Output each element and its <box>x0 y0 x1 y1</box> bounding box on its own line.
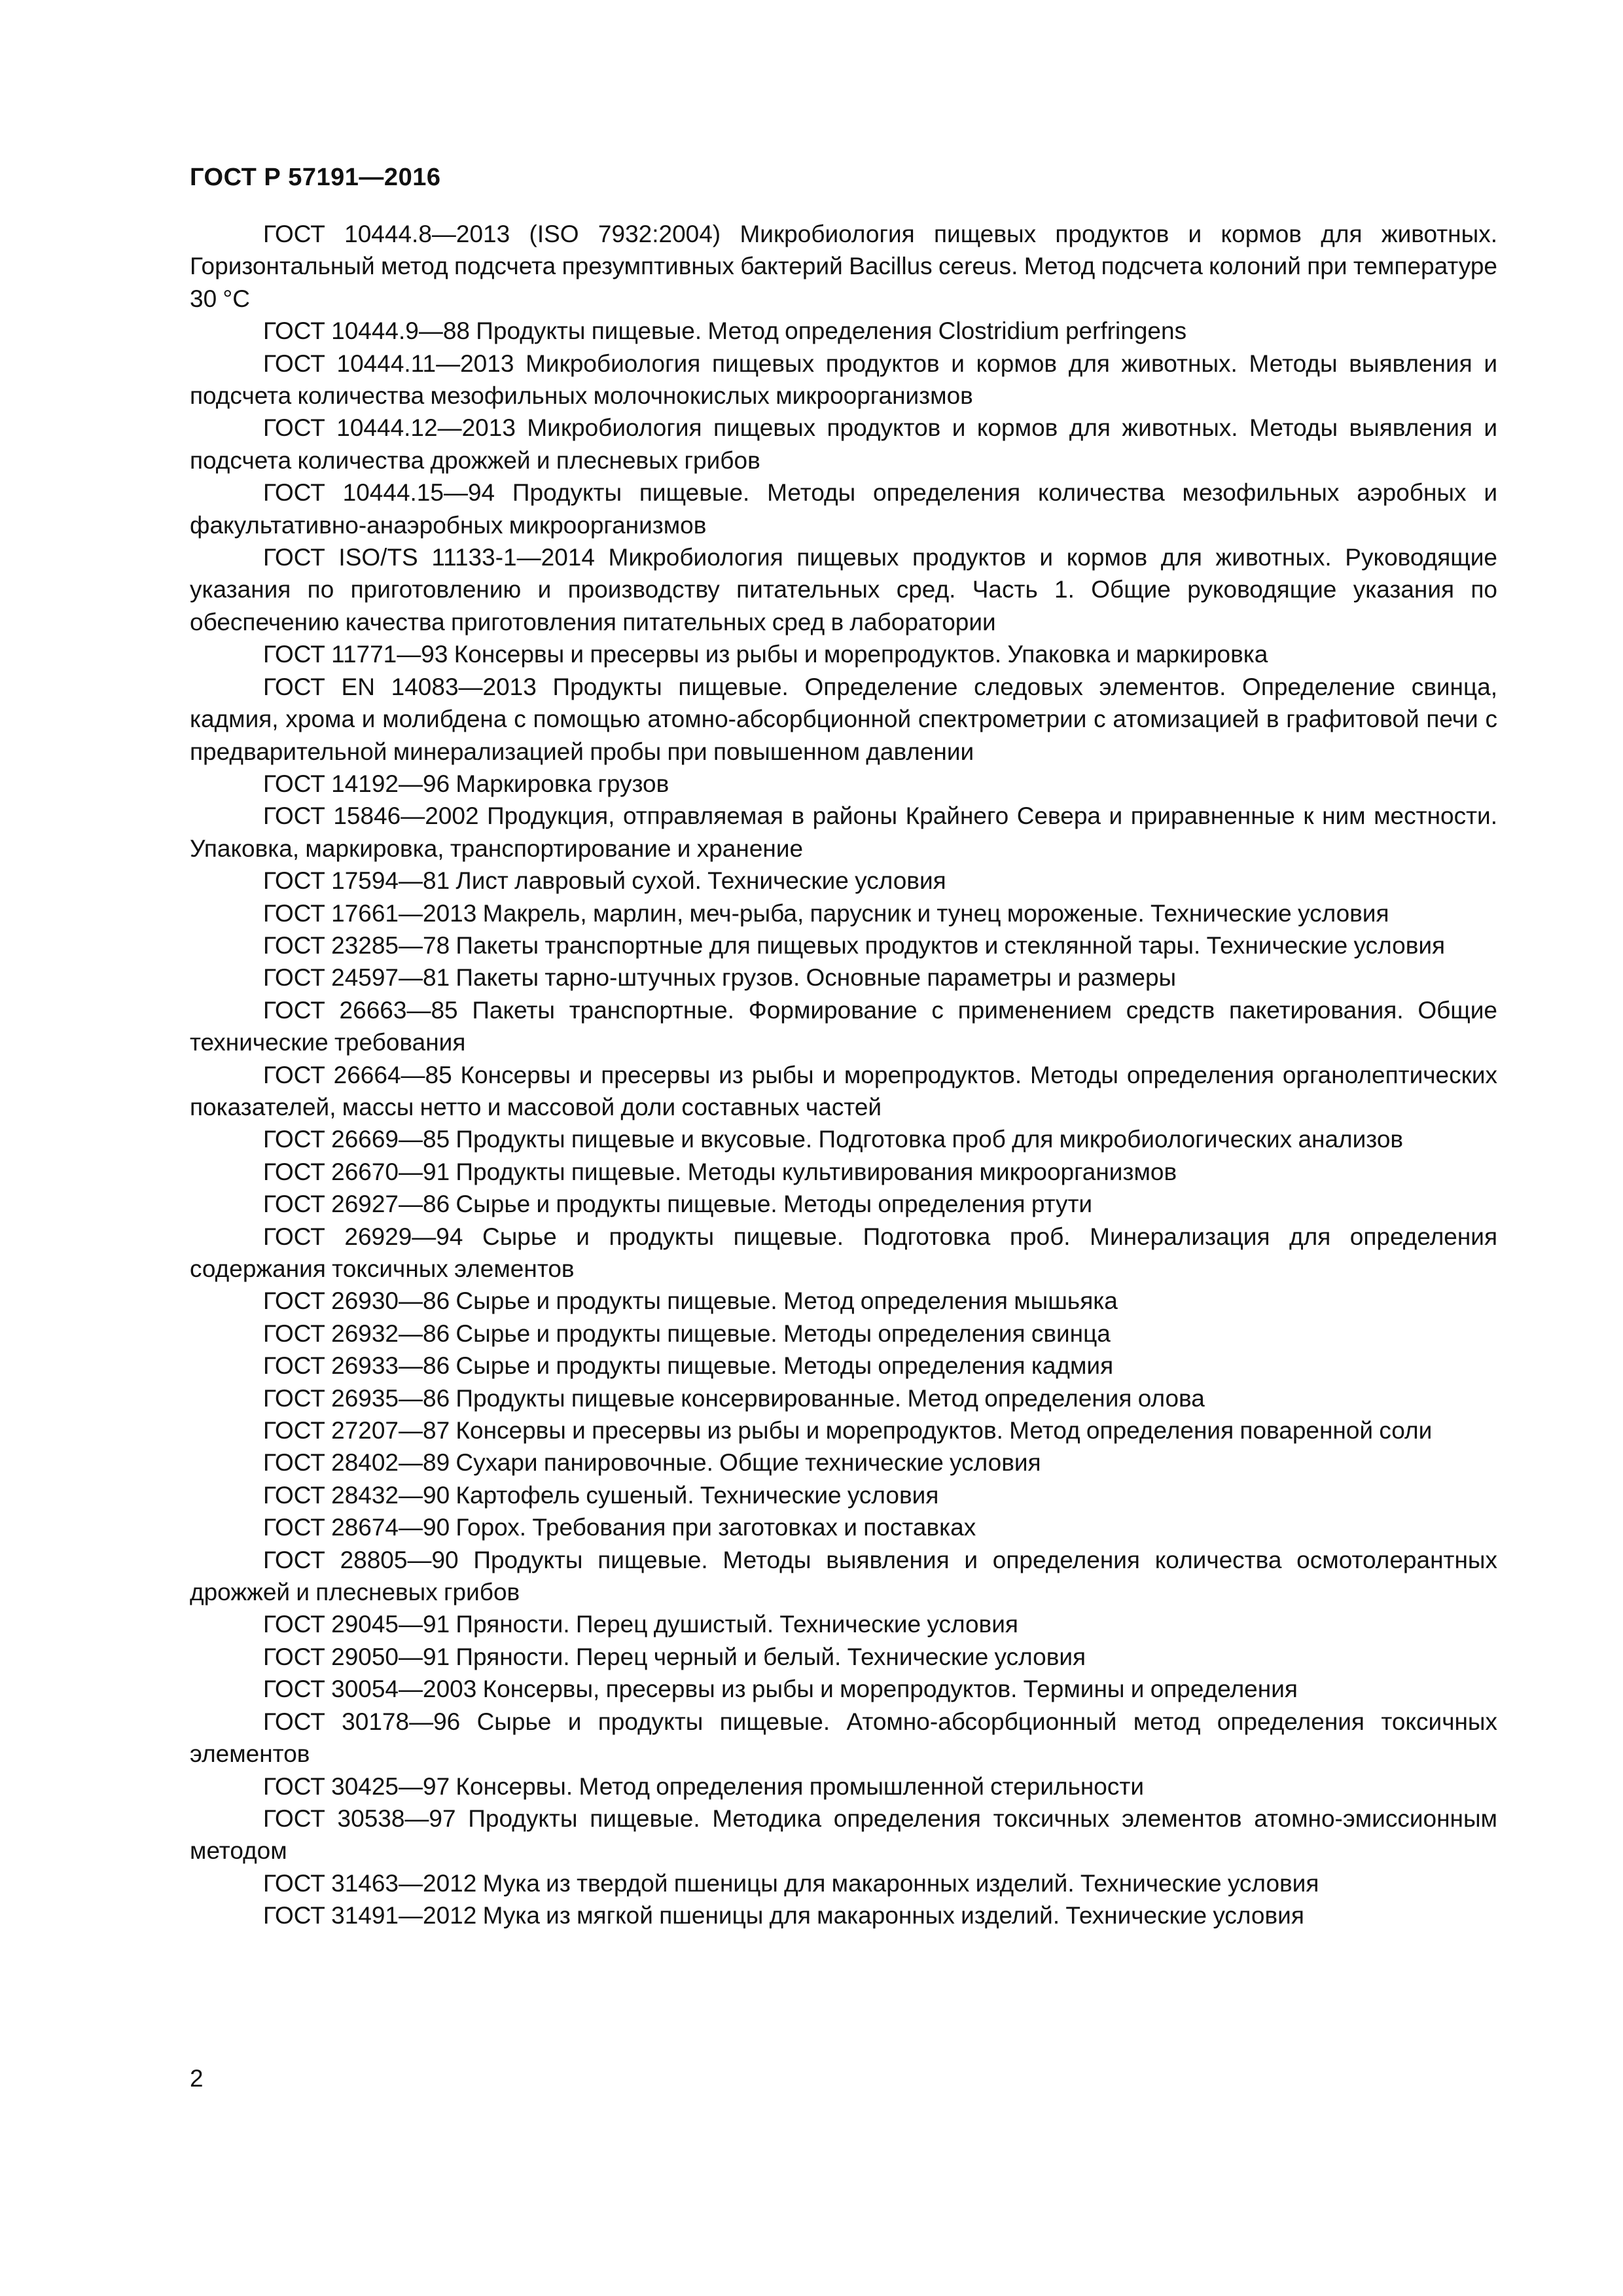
reference-item: ГОСТ 14192—96 Маркировка грузов <box>263 770 669 797</box>
reference-item: ГОСТ 26664—85 Консервы и пресервы из рыбы и морепродуктов. Методы определения органолептических показателей, массы нетто и массовой доли составных частей <box>190 1061 1497 1121</box>
reference-item: ГОСТ 30178—96 Сырье и продукты пищевые. Атомно-абсорбционный метод определения токсичных элементов <box>190 1708 1497 1768</box>
reference-item: ГОСТ 26930—86 Сырье и продукты пищевые. Метод определения мышьяка <box>263 1287 1118 1315</box>
reference-item: ГОСТ 29045—91 Пряности. Перец душистый. Технические условия <box>263 1611 1018 1638</box>
reference-item: ГОСТ 10444.11—2013 Микробиология пищевых продуктов и кормов для животных. Методы выявления и подсчета количества мезофильных молочнокислых микроорганизмов <box>190 350 1497 410</box>
reference-item: ГОСТ 15846—2002 Продукция, отправляемая в районы Крайнего Севера и приравненные к ним местности. Упаковка, маркировка, транспортирование и хранение <box>190 802 1497 862</box>
reference-item: ГОСТ 17661—2013 Макрель, марлин, меч-рыба, парусник и тунец мороженые. Технические условия <box>263 899 1389 927</box>
reference-item: ГОСТ 31463—2012 Мука из твердой пшеницы для макаронных изделий. Технические условия <box>263 1869 1319 1897</box>
reference-item: ГОСТ 26670—91 Продукты пищевые. Методы культивирования микроорганизмов <box>263 1158 1177 1185</box>
reference-item: ГОСТ 28805—90 Продукты пищевые. Методы выявления и определения количества осмотолерантных дрожжей и плесневых грибов <box>190 1546 1497 1606</box>
page-number: 2 <box>190 2065 204 2092</box>
reference-item: ГОСТ 30538—97 Продукты пищевые. Методика определения токсичных элементов атомно-эмиссионным методом <box>190 1804 1497 1865</box>
reference-item: ГОСТ 26932—86 Сырье и продукты пищевые. Методы определения свинца <box>263 1319 1111 1347</box>
reference-item: ГОСТ 27207—87 Консервы и пресервы из рыбы и морепродуктов. Метод определения поваренной соли <box>263 1417 1433 1444</box>
reference-item: ГОСТ ISO/TS 11133-1—2014 Микробиология пищевых продуктов и кормов для животных. Руководящие указания по приготовлению и производству питательных сред. Часть 1. Общие руководящие указания по обеспечению качества приготовления питательных сред в лаборатории <box>190 544 1497 636</box>
reference-item: ГОСТ 28432—90 Картофель сушеный. Технические условия <box>263 1481 939 1509</box>
reference-item: ГОСТ 26927—86 Сырье и продукты пищевые. Методы определения ртути <box>263 1191 1093 1218</box>
reference-item: ГОСТ 29050—91 Пряности. Перец черный и белый. Технические условия <box>263 1643 1086 1670</box>
reference-item: ГОСТ 26663—85 Пакеты транспортные. Формирование с применением средств пакетирования. Общие технические требования <box>190 996 1497 1056</box>
reference-item: ГОСТ 10444.15—94 Продукты пищевые. Методы определения количества мезофильных аэробных и факультативно-анаэробных микроорганизмов <box>190 479 1497 539</box>
reference-item: ГОСТ 30425—97 Консервы. Метод определения промышленной стерильности <box>263 1772 1144 1800</box>
reference-item: ГОСТ 10444.12—2013 Микробиология пищевых продуктов и кормов для животных. Методы выявления и подсчета количества дрожжей и плесневых грибов <box>190 414 1497 474</box>
normative-references-list <box>190 218 1497 1932</box>
reference-item: ГОСТ 24597—81 Пакеты тарно-штучных грузов. Основные параметры и размеры <box>263 964 1177 992</box>
reference-item: ГОСТ 11771—93 Консервы и пресервы из рыбы и морепродуктов. Упаковка и маркировка <box>263 641 1268 668</box>
reference-item: ГОСТ EN 14083—2013 Продукты пищевые. Определение следовых элементов. Определение свинца, кадмия, хрома и молибдена с помощью атомно-абсорбционной спектрометрии с атомизацией в графитовой печи с предварительной минерализацией пробы при повышенном давлении <box>190 673 1497 765</box>
reference-item: ГОСТ 17594—81 Лист лавровый сухой. Технические условия <box>263 867 946 895</box>
reference-item: ГОСТ 28674—90 Горох. Требования при заготовках и поставках <box>263 1514 976 1541</box>
reference-item: ГОСТ 26669—85 Продукты пищевые и вкусовые. Подготовка проб для микробиологических анализов <box>263 1126 1404 1153</box>
reference-item: ГОСТ 26935—86 Продукты пищевые консервированные. Метод определения олова <box>263 1384 1205 1412</box>
reference-item: ГОСТ 31491—2012 Мука из мягкой пшеницы для макаронных изделий. Технические условия <box>263 1902 1304 1929</box>
reference-item: ГОСТ 23285—78 Пакеты транспортные для пищевых продуктов и стеклянной тары. Технические условия <box>263 931 1446 959</box>
document-header: ГОСТ Р 57191—2016 <box>190 164 441 191</box>
reference-item: ГОСТ 26929—94 Сырье и продукты пищевые. Подготовка проб. Минерализация для определения содержания токсичных элементов <box>190 1223 1497 1282</box>
reference-item: ГОСТ 26933—86 Сырье и продукты пищевые. Методы определения кадмия <box>263 1352 1114 1380</box>
reference-item: ГОСТ 10444.8—2013 (ISO 7932:2004) Микробиология пищевых продуктов и кормов для животных. Горизонтальный метод подсчета презумптивных бактерий Bacillus cereus. Метод подсчета колоний при температуре 30 °С <box>190 221 1497 312</box>
reference-item: ГОСТ 28402—89 Сухари панировочные. Общие технические условия <box>263 1449 1041 1477</box>
reference-item: ГОСТ 10444.9—88 Продукты пищевые. Метод определения Clostridium perfringens <box>263 317 1187 345</box>
reference-item: ГОСТ 30054—2003 Консервы, пресервы из рыбы и морепродуктов. Термины и определения <box>263 1676 1298 1703</box>
